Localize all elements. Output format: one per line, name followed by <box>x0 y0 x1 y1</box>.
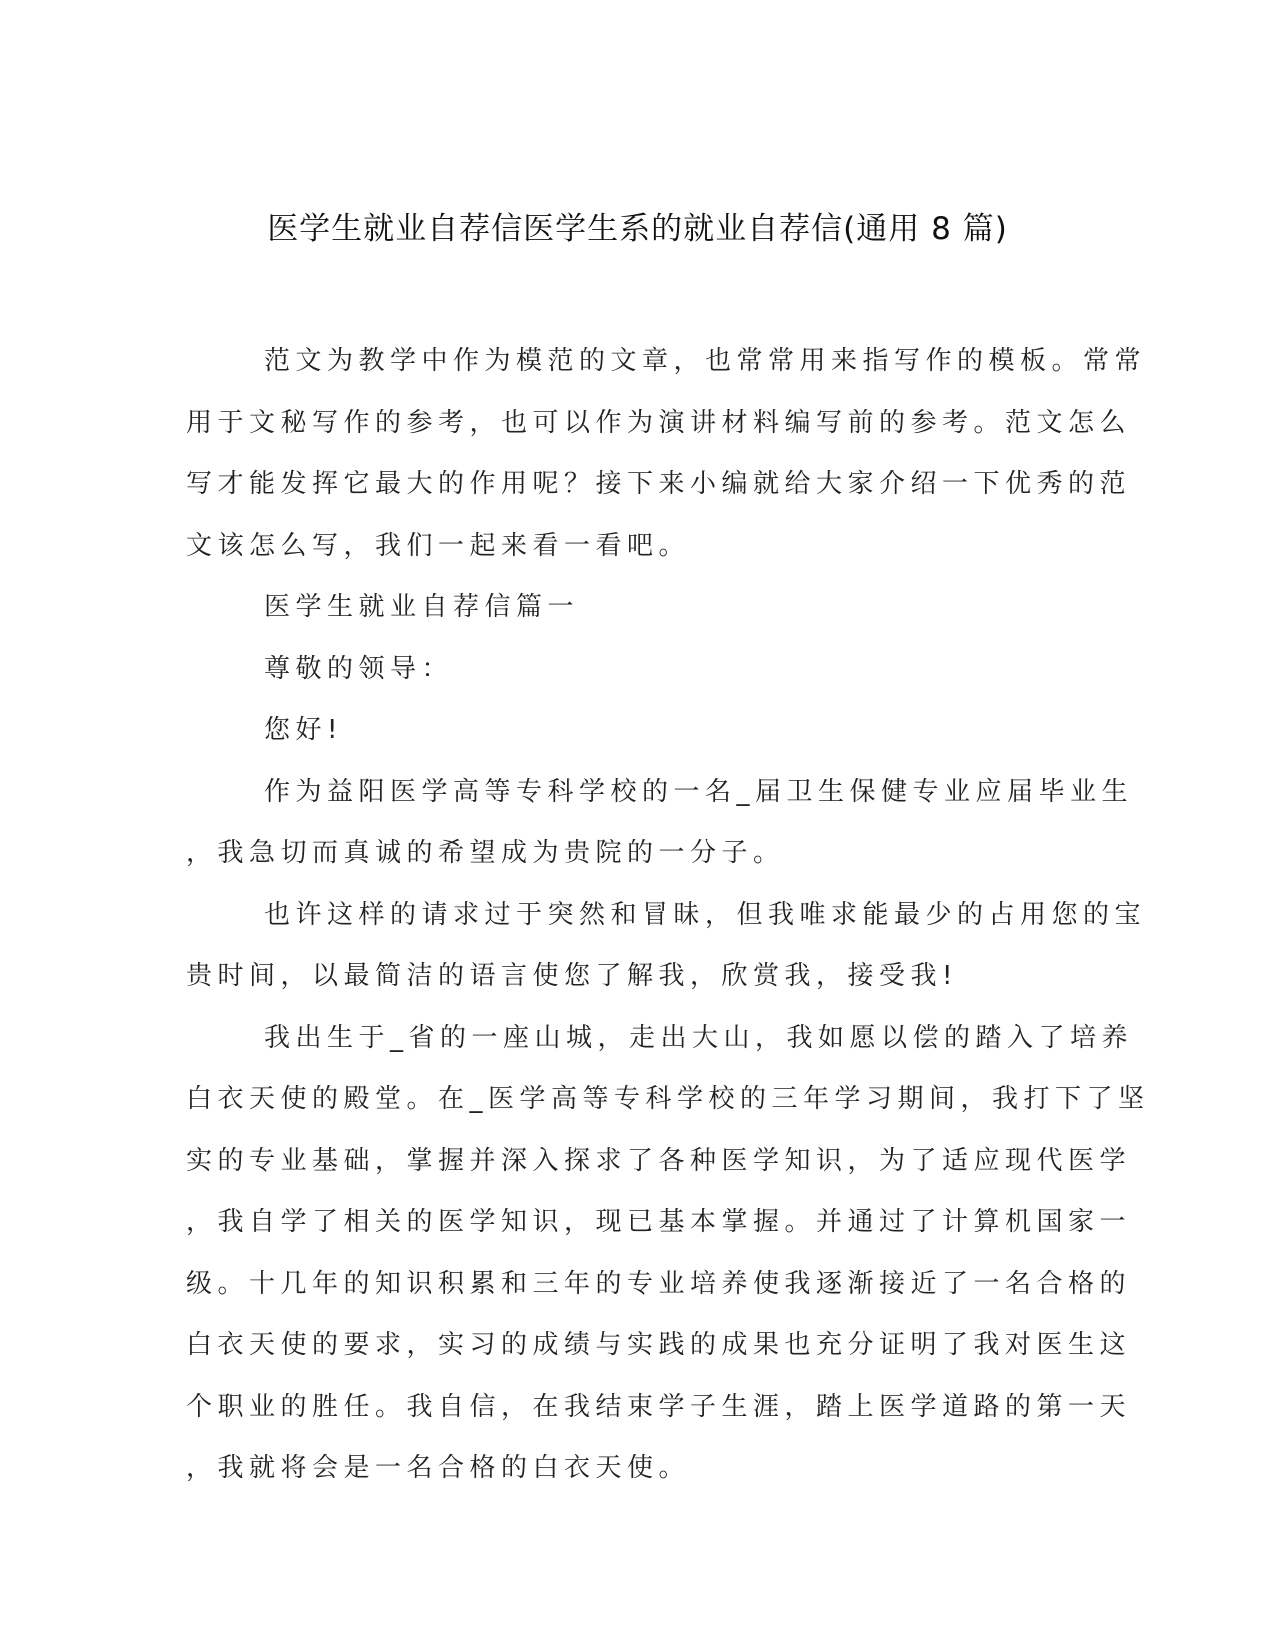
text-line: 您好! <box>264 715 343 745</box>
document-title: 医学生就业自荐信医学生系的就业自荐信(通用 8 篇) <box>267 211 1008 247</box>
document-body <box>186 331 1150 1500</box>
text-line: 作为益阳医学高等专科学校的一名_届卫生保健专业应届毕业生 <box>264 776 1134 807</box>
text-line: 写才能发挥它最大的作用呢？接下来小编就给大家介绍一下优秀的范 <box>186 469 1132 499</box>
text-line: 贵时间，以最简洁的语言使您了解我，欣赏我，接受我! <box>186 961 958 991</box>
text-line: 文该怎么写，我们一起来看一看吧。 <box>186 530 691 561</box>
text-line: 级。十几年的知识积累和三年的专业培养使我逐渐接近了一名合格的 <box>186 1268 1132 1299</box>
text-line: 我出生于_省的一座山城，走出大山，我如愿以偿的踏入了培养 <box>264 1022 1134 1053</box>
text-line: 个职业的胜任。我自信，在我结束学子生涯，踏上医学道路的第一天 <box>186 1391 1132 1422</box>
text-line: 用于文秘写作的参考，也可以作为演讲材料编写前的参考。范文怎么 <box>186 407 1132 438</box>
text-line: 白衣天使的殿堂。在_医学高等专科学校的三年学习期间，我打下了坚 <box>186 1084 1150 1114</box>
text-line: 范文为教学中作为模范的文章，也常常用来指写作的模板。常常 <box>264 346 1147 376</box>
text-line: 实的专业基础，掌握并深入探求了各种医学知识，为了适应现代医学 <box>186 1145 1132 1176</box>
text-line: ，我就将会是一名合格的白衣天使。 <box>186 1453 691 1483</box>
text-line: 白衣天使的要求，实习的成绩与实践的成果也充分证明了我对医生这 <box>186 1330 1132 1360</box>
text-line: ，我急切而真诚的希望成为贵院的一分子。 <box>186 838 785 868</box>
text-line: 尊敬的领导： <box>264 653 454 684</box>
text-line: 医学生就业自荐信篇一 <box>264 592 580 622</box>
text-line: ，我自学了相关的医学知识，现已基本掌握。并通过了计算机国家一 <box>186 1207 1132 1237</box>
text-line: 也许这样的请求过于突然和冒昧，但我唯求能最少的占用您的宝 <box>264 899 1147 930</box>
